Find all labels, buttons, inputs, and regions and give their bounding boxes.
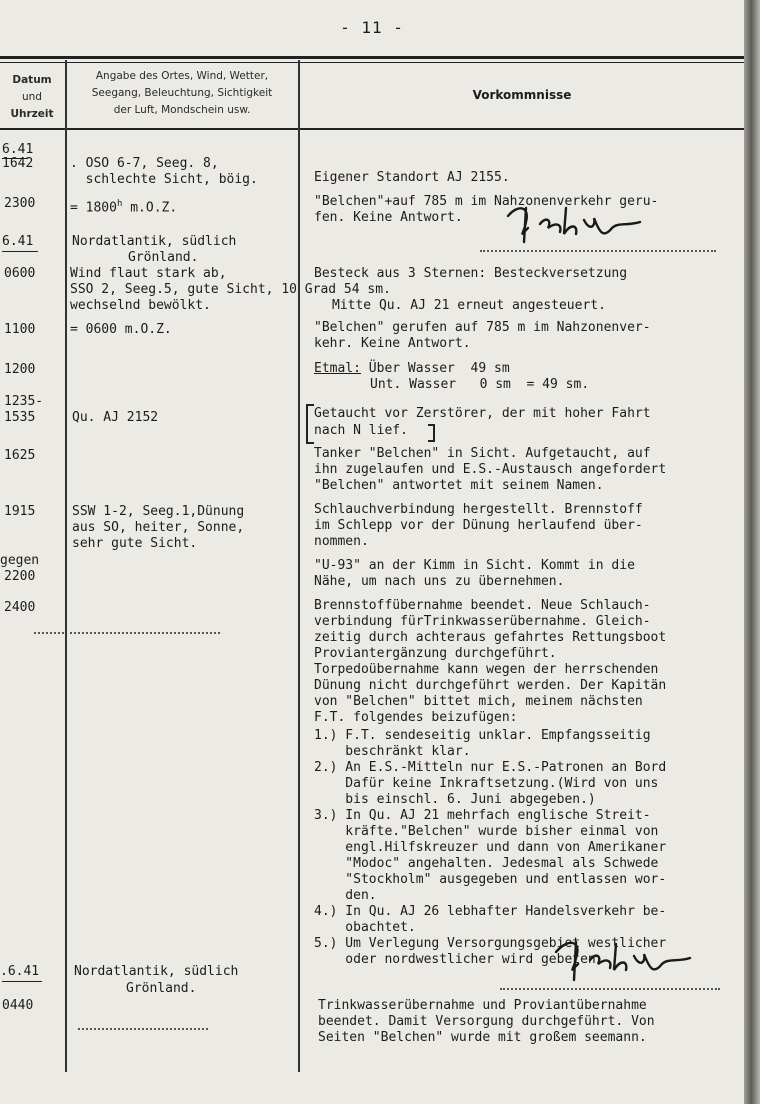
time-cell: 0440 [2,998,34,1013]
time-cell: 1915 [4,504,36,519]
event-line: "Belchen" gerufen auf 785 m im Nahzonenver- [314,320,651,335]
event-line: beendet. Damit Versorgung durchgeführt. Von [318,1014,655,1029]
time-cell: 1200 [4,362,36,377]
event-line: im Schlepp vor der Dünung herlaufend über- [314,518,643,533]
event-line: Eigener Standort AJ 2155. [314,170,510,185]
location-cell: Qu. AJ 2152 [72,410,159,425]
time-cell: 1642 [2,156,34,171]
event-line: "Belchen" antwortet mit seinem Namen. [314,478,604,493]
event-line: Unt. Wasser 0 sm = 49 sm. [370,377,590,392]
header-angabe-line: Angabe des Ortes, Wind, Wetter, [95,70,269,82]
list-item-line: obachtet. [314,920,416,935]
header-angabe-line: Seegang, Beleuchtung, Sichtigkeit [91,87,273,99]
time-cell: 2400 [4,600,36,615]
location-cell: . OSO 6-7, Seeg. 8, [70,156,219,171]
binding-edge [744,0,760,1104]
header-top-rule [0,56,744,59]
header-vorkommnisse: Vorkommnisse [472,88,572,102]
location-cell: wechselnd bewölkt. [70,298,211,313]
event-line: kehr. Keine Antwort. [314,336,471,351]
time-cell: 1235- [4,394,44,409]
event-line: Mitte Qu. AJ 21 erneut angesteuert. [332,298,606,313]
list-item-line: 4.) In Qu. AJ 26 lebhafter Handelsverkehr be- [314,904,667,919]
location-cell-wide: SSO 2, Seeg.5, gute Sicht, 10 Grad 54 sm. [70,282,391,297]
list-item-line: engl.Hilfskreuzer und dann von Amerikaner [314,840,667,855]
time-cell: 2300 [4,196,36,211]
etmal-label: Etmal: [314,361,361,376]
date-underline [2,251,38,252]
location-cell: schlechte Sicht, böig. [70,172,258,187]
event-line: ihn zugelaufen und E.S.-Austausch angefordert [314,462,667,477]
etmal-value: Über Wasser 49 sm [360,361,510,376]
date-cell: 6.41 [2,142,34,157]
location-cell: aus SO, heiter, Sonne, [72,520,245,535]
event-line: Getaucht vor Zerstörer, der mit hoher Fahrt [314,406,651,421]
location-cell: Grönland. [126,981,197,996]
location-cell: = 0600 m.O.Z. [70,322,172,337]
time-cell: gegen [0,553,40,568]
event-line: Besteck aus 3 Sternen: Besteckversetzung [314,266,628,281]
list-item-line: beschränkt klar. [314,744,471,759]
event-line: fen. Keine Antwort. [314,210,463,225]
event-line: Proviantergänzung durchgeführt. [314,646,557,661]
column-divider-1 [65,60,67,1072]
bracket-right [428,424,435,442]
header-bottom-rule [0,128,744,130]
header-datum-line: Datum [12,74,52,86]
list-item-line: 3.) In Qu. AJ 21 mehrfach englische Streit- [314,808,651,823]
dotted-separator [78,1028,208,1030]
bracket-left [306,404,314,444]
time-cell: 1100 [4,322,36,337]
dotted-separator [480,250,716,252]
list-item-line: 5.) Um Verlegung Versorgungsgebiet westlicher [314,936,667,951]
handwritten-signature [500,198,650,248]
location-time-tail: m.O.Z. [122,200,178,216]
handwritten-signature [548,930,698,986]
event-line: zeitig durch achteraus gefahrtes Rettungsboot [314,630,667,645]
header-datum-line: Uhrzeit [10,108,54,120]
dotted-separator [34,632,64,634]
location-time-value: = 1800 [70,200,117,216]
date-cell: .6.41 [0,964,40,979]
list-item-line: den. [314,888,377,903]
header-angabe-line: der Luft, Mondschein usw. [113,104,251,116]
column-divider-2 [298,60,300,1072]
dotted-separator [70,632,220,634]
location-cell: SSW 1-2, Seeg.1,Dünung [72,504,245,519]
event-line: Seiten "Belchen" wurde mit großem seemann. [318,1030,647,1045]
list-item-line: "Stockholm" ausgegeben und entlassen wor- [314,872,667,887]
event-line: Torpedoübernahme kann wegen der herrschenden [314,662,659,677]
list-item-line: 2.) An E.S.-Mitteln nur E.S.-Patronen an Bord [314,760,667,775]
list-item-line: Dafür keine Inkraftsetzung.(Wird von uns [314,776,659,791]
event-line [314,361,510,378]
location-cell: Grönland. [128,250,199,265]
header-datum [0,72,64,123]
list-item-line: kräfte."Belchen" wurde bisher einmal von [314,824,659,839]
event-line: Tanker "Belchen" in Sicht. Aufgetaucht, auf [314,446,651,461]
date-underline [2,981,42,982]
event-line: Trinkwasserübernahme und Proviantübernahme [318,998,647,1013]
location-cell [70,196,177,217]
time-cell: 1625 [4,448,36,463]
header-angabe [67,68,297,119]
event-line: Dünung nicht durchgeführt werden. Der Kapitän [314,678,667,693]
event-line: Brennstoffübernahme beendet. Neue Schlauch- [314,598,651,613]
event-line: Schlauchverbindung hergestellt. Brennstoff [314,502,643,517]
location-cell: Nordatlantik, südlich [72,234,237,249]
time-cell: 0600 [4,266,36,281]
event-line: "U-93" an der Kimm in Sicht. Kommt in die [314,558,635,573]
page-number: - 11 - [340,18,404,37]
event-line: nommen. [314,534,369,549]
time-cell: 2200 [4,569,36,584]
date-cell: 6.41 [2,234,34,249]
list-item-line: bis einschl. 6. Juni abgegeben.) [314,792,596,807]
list-item-line: 1.) F.T. sendeseitig unklar. Empfangsseitig [314,728,651,743]
event-line: Nähe, um nach uns zu übernehmen. [314,574,565,589]
location-time-sup: h [116,199,123,209]
event-line: F.T. folgendes beizufügen: [314,710,518,725]
time-cell: 1535 [4,410,36,425]
event-line: nach N lief. [314,423,408,438]
event-line: verbindung fürTrinkwasserübernahme. Gleich- [314,614,651,629]
event-line: von "Belchen" bittet mich, meinem nächsten [314,694,643,709]
header-top-rule-2 [0,62,744,63]
location-cell: Wind flaut stark ab, [70,266,227,281]
dotted-separator [500,988,720,990]
event-line: "Belchen"+auf 785 m im Nahzonenverkehr geru- [314,194,659,209]
location-cell: Nordatlantik, südlich [74,964,239,979]
list-item-line: oder nordwestlicher wird gebeten. [314,952,604,967]
location-cell: sehr gute Sicht. [72,536,198,551]
list-item-line: "Modoc" angehalten. Jedesmal als Schwede [314,856,659,871]
header-datum-line: und [22,91,42,103]
